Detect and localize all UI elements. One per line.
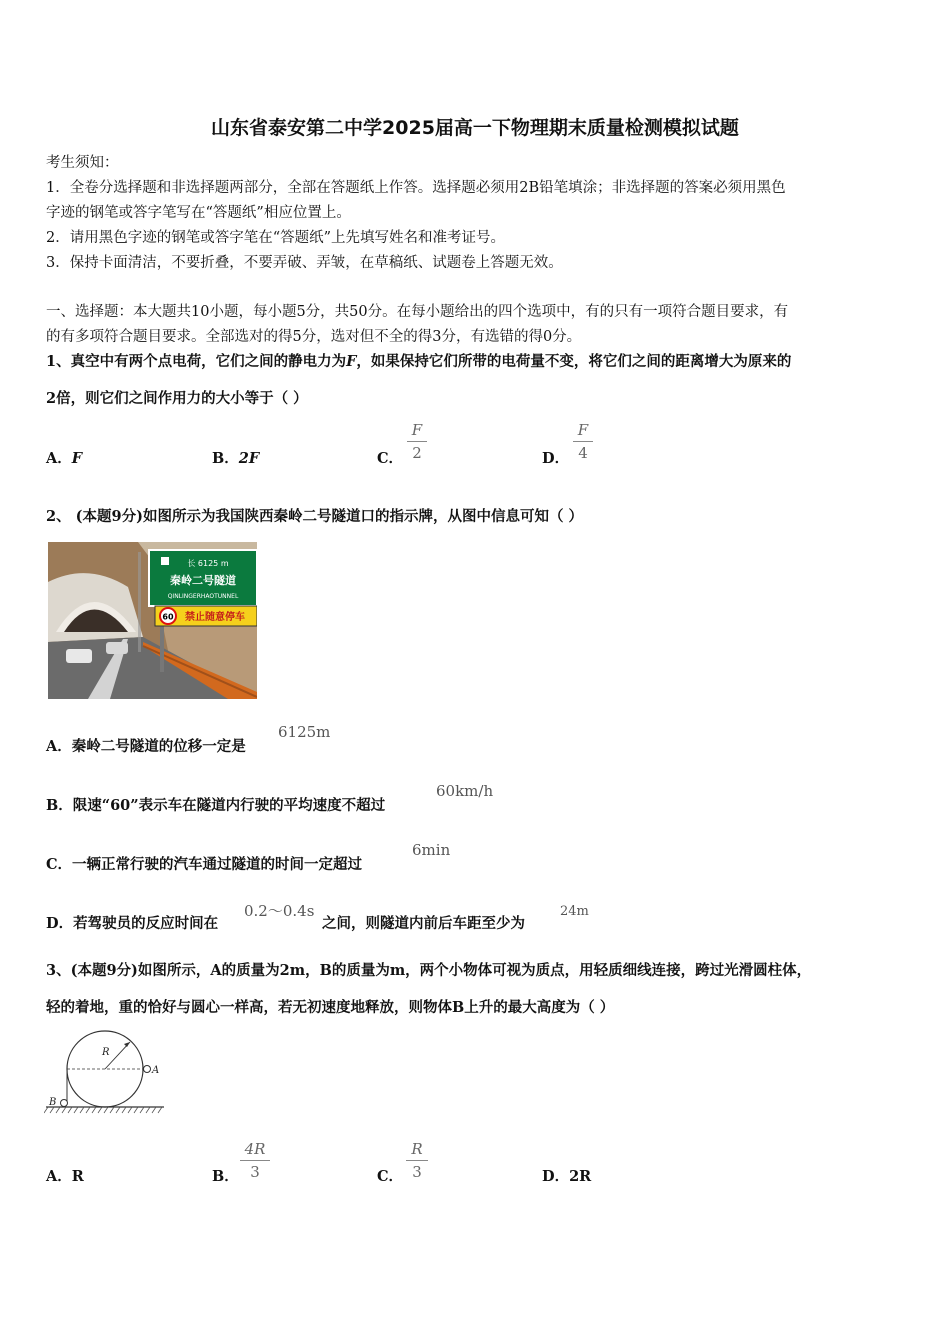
- object-a-label: A: [152, 1065, 160, 1076]
- option-b-value: 60km/h: [436, 782, 494, 800]
- question-3-stem: 轻的着地，重的恰好与圆心一样高，若无初速度地释放，则物体B上升的最大高度为（ ）: [46, 999, 615, 1016]
- question-2-stem: 2、 (本题9分)如图所示为我国陕西秦岭二号隧道口的指示牌，从图中信息可知（ ）: [46, 508, 583, 525]
- section-instructions: 的有多项符合题目要求。全部选对的得5分，选对但不全的得3分，有选错的得0分。: [46, 329, 582, 345]
- question-1-stem: 2倍，则它们之间作用力的大小等于（ ）: [46, 390, 308, 407]
- radius-label: R: [102, 1047, 110, 1058]
- option-b: B．2F: [212, 450, 260, 467]
- option-b: B．限速“60”表示车在隧道内行驶的平均速度不超过: [46, 797, 386, 814]
- option-b-fraction: 4R 3: [240, 1140, 270, 1181]
- question-1-stem: 1、真空中有两个点电荷，它们之间的静电力为F，如果保持它们所带的电荷量不变，将它们之间的距离增大为原来的: [46, 353, 792, 370]
- option-b: B．: [212, 1168, 239, 1185]
- cylinder-diagram: [44, 1028, 169, 1116]
- notice-heading: 考生须知：: [46, 155, 119, 171]
- option-d-value: 0.2～0.4s: [244, 902, 315, 920]
- notice-item: 字迹的钢笔或答字笔写在“答题纸”相应位置上。: [46, 205, 351, 221]
- notice-item: 1．全卷分选择题和非选择题两部分，全部在答题纸上作答。选择题必须用2B铅笔填涂；非选择题的答案必须用黑色: [46, 180, 786, 196]
- sign-pinyin: QINLINGERHAOTUNNEL: [167, 593, 239, 600]
- option-a: A．秦岭二号隧道的位移一定是: [46, 738, 246, 755]
- sign-speed-limit: 60: [162, 612, 174, 622]
- option-a-value: 6125m: [278, 723, 331, 741]
- tunnel-photo: [48, 542, 257, 699]
- object-b-label: B: [49, 1097, 57, 1108]
- option-d: D．: [542, 450, 570, 467]
- option-c: C．: [377, 1168, 404, 1185]
- option-d-text2: 之间，则隧道内前后车距至少为: [322, 915, 525, 932]
- sign-warning: 禁止随意停车: [185, 612, 245, 623]
- sign-length: 长 6125 m: [187, 559, 229, 568]
- option-a: A．R: [46, 1168, 84, 1185]
- option-c: C．: [377, 450, 404, 467]
- option-d-fraction: F 4: [573, 421, 593, 462]
- question-3-stem: 3、(本题9分)如图所示，A的质量为2m，B的质量为m，两个小物体可视为质点，用轻质细线连接，跨过光滑圆柱体，: [46, 962, 812, 979]
- option-c-fraction: F 2: [407, 421, 427, 462]
- section-instructions: 一、选择题：本大题共10小题，每小题5分，共50分。在每小题给出的四个选项中，有的只有一项符合题目要求，有: [46, 304, 789, 320]
- option-a: A．F: [46, 450, 83, 467]
- option-d-value2: 24m: [560, 904, 589, 919]
- option-d: D．2R: [542, 1168, 592, 1185]
- notice-item: 2．请用黑色字迹的钢笔或答字笔在“答题纸”上先填写姓名和准考证号。: [46, 230, 506, 246]
- notice-item: 3．保持卡面清洁，不要折叠，不要弄破、弄皱，在草稿纸、试题卷上答题无效。: [46, 255, 563, 271]
- page-title: 山东省泰安第二中学2025届高一下物理期末质量检测模拟试题: [211, 117, 739, 139]
- option-c-value: 6min: [412, 841, 451, 859]
- option-c-fraction: R 3: [406, 1140, 428, 1181]
- option-c: C．一辆正常行驶的汽车通过隧道的时间一定超过: [46, 856, 363, 873]
- sign-name: 秦岭二号隧道: [170, 574, 236, 587]
- option-d: D．若驾驶员的反应时间在: [46, 915, 219, 932]
